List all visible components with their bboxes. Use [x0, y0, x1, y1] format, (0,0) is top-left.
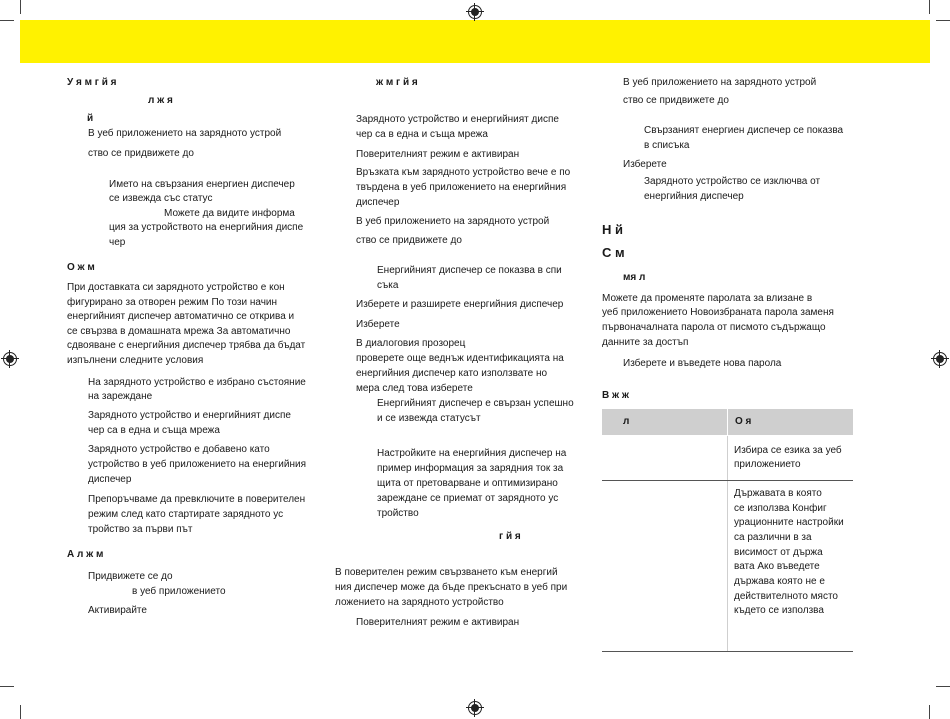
step-text: В диалоговия прозорец: [356, 338, 466, 349]
result-text: ция за устройството на енергийния диспе: [109, 222, 304, 233]
section-heading: В ж ж: [602, 390, 629, 401]
list-item: Поверителният режим е активиран: [356, 617, 520, 628]
crop-mark: [20, 705, 21, 719]
body-text: данните за достъп: [602, 337, 689, 348]
crop-mark: [929, 0, 930, 14]
registration-mark-right: [931, 350, 949, 368]
registration-mark-left: [1, 350, 19, 368]
body-text: първоначалната парола от писмото съдържащо: [602, 322, 826, 333]
table-cell: действителното място: [734, 591, 838, 602]
section-heading: г й я: [499, 531, 521, 542]
chapter-heading: Н й: [602, 222, 623, 237]
body-text: При доставката си зарядното устройство е кон: [67, 282, 285, 293]
step-text: ство се придвижете до: [88, 148, 194, 159]
table-cell: висимост от държа: [734, 547, 823, 558]
result-text: тройство: [377, 508, 419, 519]
table-cell: където се използва: [734, 605, 824, 616]
table-header-cell: О я: [735, 416, 752, 427]
list-item: твърдена в уеб приложението на енергийния: [356, 182, 567, 193]
result-text: Името на свързания енергиен диспечер: [109, 179, 295, 190]
list-item: диспечер: [356, 197, 400, 208]
registration-mark-top: [466, 3, 484, 21]
list-item: Поверителният режим е активиран: [356, 149, 520, 160]
result-text: се извежда със статус: [109, 193, 213, 204]
step-text: ство се придвижете до: [623, 95, 729, 106]
result-text: енергийния диспечер: [644, 191, 744, 202]
table-bottom-rule: [602, 651, 853, 652]
step-text: проверете още веднъж идентификацията на: [356, 353, 564, 364]
list-item: режим след като стартирате зарядното ус: [88, 509, 284, 520]
table-cell: държава която не е: [734, 576, 825, 587]
step-text: Придвижете се до: [88, 571, 173, 582]
result-text: и се извежда статусът: [377, 413, 481, 424]
list-item: чер са в една и съща мрежа: [88, 425, 220, 436]
table-header: [602, 409, 853, 435]
registration-mark-bottom: [466, 699, 484, 717]
list-item: диспечер: [88, 474, 132, 485]
section-heading: мя л: [623, 272, 646, 283]
step-text: мера след това изберете: [356, 383, 473, 394]
result-text: Енергийният диспечер се показва в спи: [377, 265, 562, 276]
list-item: Зарядното устройство е добавено като: [88, 444, 270, 455]
result-text: Можете да видите информа: [164, 208, 295, 219]
step-text: В уеб приложението на зарядното устрой: [623, 77, 817, 88]
step-text: В уеб приложението на зарядното устрой: [356, 216, 550, 227]
step-text: Изберете и разширете енергийния диспечер: [356, 299, 564, 310]
table-row-divider: [602, 480, 853, 481]
section-heading: й: [87, 113, 94, 124]
step-text: Изберете: [356, 319, 400, 330]
body-text: уеб приложението Новоизбраната парола заменя: [602, 307, 834, 318]
crop-mark: [929, 705, 930, 719]
body-text: Можете да променяте паролата за влизане в: [602, 293, 813, 304]
section-heading: ж м г й я: [376, 77, 418, 88]
step-text: ство се придвижете до: [356, 235, 462, 246]
crop-mark: [936, 686, 950, 687]
crop-mark: [0, 686, 14, 687]
crop-mark: [20, 0, 21, 14]
step-text: в уеб приложението: [132, 586, 226, 597]
result-text: зареждане се приемат от зарядното ус: [377, 493, 559, 504]
result-text: в списъка: [644, 140, 690, 151]
table-cell: се използва Конфиг: [734, 503, 827, 514]
result-text: Зарядното устройство се изключва от: [644, 176, 821, 187]
section-heading: А л ж м: [67, 549, 104, 560]
table-cell: урационните настройки: [734, 517, 844, 528]
body-text: изпълнени следните условия: [67, 355, 204, 366]
section-heading: л ж я: [148, 95, 173, 106]
step-text: Активирайте: [88, 605, 147, 616]
list-item: Връзката към зарядното устройство вече е по: [356, 167, 571, 178]
body-text: сдвояване с енергийния диспечер трябва да бъдат: [67, 340, 306, 351]
list-item: Зарядното устройство и енергийният диспе: [88, 410, 291, 421]
table-cell: са различни в за: [734, 532, 812, 543]
body-text: В поверителен режим свързването към енергий: [335, 567, 558, 578]
list-item: Препоръчваме да превключите в поверителен: [88, 494, 306, 505]
list-item: тройство за първи път: [88, 524, 193, 535]
section-heading: У я м г й я: [67, 77, 117, 88]
header-band: [20, 20, 930, 63]
body-text: фигурирано за отворен режим По този начин: [67, 297, 278, 308]
list-item: на зареждане: [88, 391, 153, 402]
section-heading: О ж м: [67, 262, 95, 273]
step-text: В уеб приложението на зарядното устрой: [88, 128, 282, 139]
list-item: На зарядното устройство е избрано състояние: [88, 377, 306, 388]
result-text: пример информация за зарядния ток за: [377, 463, 564, 474]
step-text: енергийния диспечер като използвате но: [356, 368, 548, 379]
table-cell: вата Ако въведете: [734, 561, 820, 572]
list-item: чер са в една и съща мрежа: [356, 129, 488, 140]
list-item: устройство в уеб приложението на енергийния: [88, 459, 306, 470]
result-text: Свързаният енергиен диспечер се показва: [644, 125, 844, 136]
step-text: Изберете: [623, 159, 667, 170]
body-text: ложението на зарядното устройство: [335, 597, 504, 608]
list-item: Зарядното устройство и енергийният диспе: [356, 114, 559, 125]
result-text: щита от претоварване и оптимизирано: [377, 478, 558, 489]
table-cell: приложението: [734, 459, 801, 470]
crop-mark: [0, 20, 14, 21]
result-text: съка: [377, 280, 399, 291]
body-text: ния диспечер може да бъде прекъснато в уеб при: [335, 582, 568, 593]
result-text: Енергийният диспечер е свързан успешно: [377, 398, 574, 409]
table-header-cell: л: [623, 416, 630, 427]
table-cell: Избира се езика за уеб: [734, 445, 842, 456]
result-text: чер: [109, 237, 126, 248]
result-text: Настройките на енергийния диспечер на: [377, 448, 567, 459]
body-text: енергийният диспечер автоматично се открива и: [67, 311, 295, 322]
chapter-subheading: С м: [602, 245, 625, 260]
table-cell: Държавата в която: [734, 488, 822, 499]
step-text: Изберете и въведете нова парола: [623, 358, 782, 369]
crop-mark: [936, 20, 950, 21]
table-column-divider: [727, 436, 728, 651]
body-text: се свързва в домашната мрежа За автоматично: [67, 326, 291, 337]
